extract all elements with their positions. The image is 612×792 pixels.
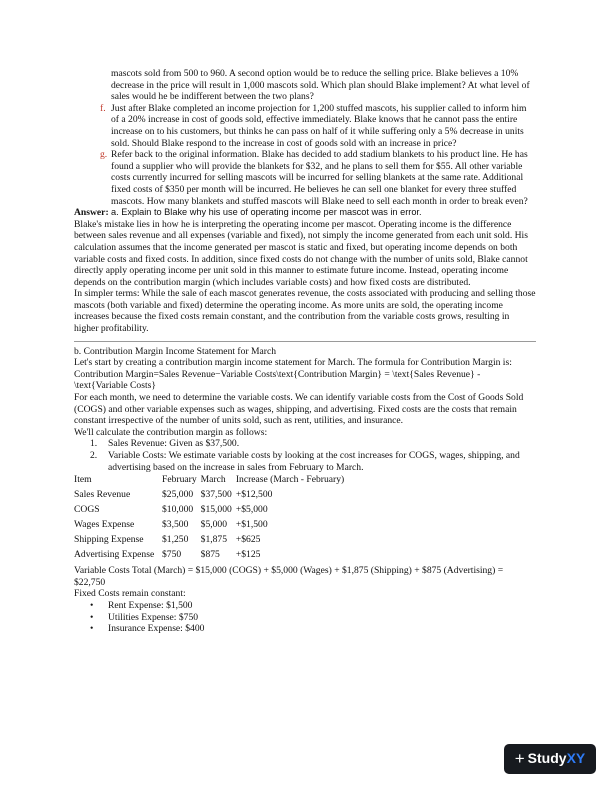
question-letter: g.: [100, 149, 108, 161]
answer-part-a-heading: a. Explain to Blake why his use of operating income per mascot was in error.: [111, 207, 422, 218]
table-cell: $5,000: [200, 519, 228, 531]
table-cell: +$125: [235, 549, 261, 561]
part-b-paragraph: For each month, we need to determine the variable costs. We can identify variable costs from the Cost of Goods Sold (COGS) and other variable expenses such as wages, shipping, and advertising. Fixed costs are the costs that remain constant irrespective of the number of units sold, such as rent, utilities, and insurance.: [74, 392, 524, 427]
table-cell: +$5,000: [235, 504, 268, 516]
table-cell: $25,000: [162, 489, 194, 501]
fixed-costs-heading: Fixed Costs remain constant:: [74, 588, 186, 600]
bullet-icon: •: [90, 599, 94, 611]
variable-costs-total: Variable Costs Total (March) = $15,000 (COGS) + $5,000 (Wages) + $1,875 (Shipping) + $875 (Advertising) = $22,750: [74, 565, 504, 588]
list-text: Rent Expense: $1,500: [108, 599, 193, 611]
document-page: [74, 68, 536, 635]
table-cell: Sales Revenue: [74, 489, 131, 501]
table-cell: Advertising Expense: [74, 549, 155, 561]
list-text: Sales Revenue: Given as $37,500.: [108, 438, 240, 450]
table-cell: $10,000: [162, 504, 194, 516]
list-text: Variable Costs: We estimate variable costs by looking at the cost increases for COGS, wages, shipping, and advertising based on the increase in sales from February to March.: [108, 450, 520, 473]
formula-text: Contribution Margin=Sales Revenue−Variable Costs\text{Contribution Margin} = \text{Sales Revenue} - \text{Variable Costs}: [74, 368, 481, 392]
question-g: [100, 149, 536, 207]
table-cell: $1,250: [162, 534, 189, 546]
table-header: March: [200, 474, 226, 486]
question-text: Refer back to the original information. Blake has decided to add stadium blankets to his product line. He has found a supplier who will provide the blankets for $32, and he plans to sell them for $55. All other variable costs currently incurred for selling mascots will be incurred for selling blankets at the same rate. Additional fixed costs of $350 per month will be incurred. He believes he can sell one blanket for every three stuffed mascots. How many blankets and stuffed mascots will Blake need to sell each month in order to break even?: [111, 149, 528, 207]
answer-paragraph: Blake's mistake lies in how he is interpreting the operating income per mascot. Operating income is the difference between sales revenue and all expenses (variable and fixed), not simply the income generated from each unit sold. His calculation assumes that the income generated per mascot is static and fixed, but operating income depends on both variable costs and fixed costs. In addition, since fixed costs do not change with the number of units sold, Blake cannot directly apply operating income per unit sold in this manner to estimate future income. Instead, operating income depends on the contribution margin (which includes variable costs) and how fixed costs are distributed.: [74, 218, 528, 288]
list-item: [90, 438, 536, 450]
bullet-icon: •: [90, 611, 94, 623]
table-cell: $37,500: [200, 489, 232, 501]
table-row: [74, 519, 348, 534]
table-cell: COGS: [74, 504, 100, 516]
table-row: [74, 504, 348, 519]
section-divider: [74, 341, 536, 342]
table-row: [74, 489, 348, 504]
bullet-icon: •: [90, 623, 94, 635]
table-cell: $3,500: [162, 519, 189, 531]
steps-list: [74, 438, 536, 473]
part-b-intro: Let's start by creating a contribution margin income statement for March. The formula for Contribution Margin is:: [74, 357, 512, 369]
table-cell: $15,000: [200, 504, 232, 516]
list-number: 1.: [90, 438, 98, 450]
table-cell: +$1,500: [235, 519, 268, 531]
list-item: [90, 600, 536, 612]
table-cell: $1,875: [200, 534, 228, 546]
fixed-costs-list: [74, 600, 536, 635]
table-cell: $875: [200, 549, 220, 561]
plus-icon: +: [514, 749, 525, 769]
table-cell: +$625: [235, 534, 261, 546]
part-b-paragraph: We'll calculate the contribution margin as follows:: [74, 426, 268, 438]
list-item: [90, 450, 536, 473]
list-item: [90, 623, 536, 635]
table-header-row: [74, 474, 348, 489]
cost-table: [74, 474, 348, 564]
table-cell: Shipping Expense: [74, 534, 144, 546]
answer-heading: [74, 207, 536, 219]
question-e-continuation: mascots sold from 500 to 960. A second option would be to reduce the selling price. Blake believes a 10% decrease in the price will result in 1,000 mascots sold. Which plan should Blake implement? At what level of sales would he be indifferent between the two plans?: [111, 68, 530, 103]
logo-text-xy: XY: [566, 750, 586, 767]
table-cell: $750: [162, 549, 182, 561]
part-b-heading: b. Contribution Margin Income Statement for March: [74, 345, 277, 357]
logo-text-study: Study: [527, 750, 567, 767]
list-text: Utilities Expense: $750: [108, 611, 199, 623]
table-row: [74, 549, 348, 564]
answer-paragraph: In simpler terms: While the sale of each mascot generates revenue, the costs associated with producing and selling those mascots (both variable and fixed) determine the operating income. As more units are sold, the operating income increases because the fixed costs remain constant, and the contribution from the variable costs grows, resulting in higher profitability.: [74, 288, 536, 335]
table-cell: +$12,500: [235, 489, 273, 501]
question-f: [100, 103, 536, 149]
answer-label: Answer:: [74, 207, 109, 219]
table-row: [74, 534, 348, 549]
list-number: 2.: [90, 450, 98, 461]
question-text: Just after Blake completed an income projection for 1,200 stuffed mascots, his supplier called to inform him of a 20% increase in cost of goods sold, effective immediately. Blake knows that he cannot pass the entire increase on to his customers, but thinks he can pass on half of it while suffering only a 5% decrease in units sold. Should Blake respond to the increase in cost of goods sold with an increase in price?: [111, 102, 527, 149]
list-text: Insurance Expense: $400: [108, 623, 205, 635]
table-header: February: [162, 474, 197, 486]
list-item: [90, 612, 536, 624]
question-letter: f.: [100, 102, 106, 114]
table-header: Increase (March - February): [235, 474, 345, 486]
table-header: Item: [74, 474, 92, 486]
studyxy-logo: [504, 744, 596, 774]
table-cell: Wages Expense: [74, 519, 135, 531]
